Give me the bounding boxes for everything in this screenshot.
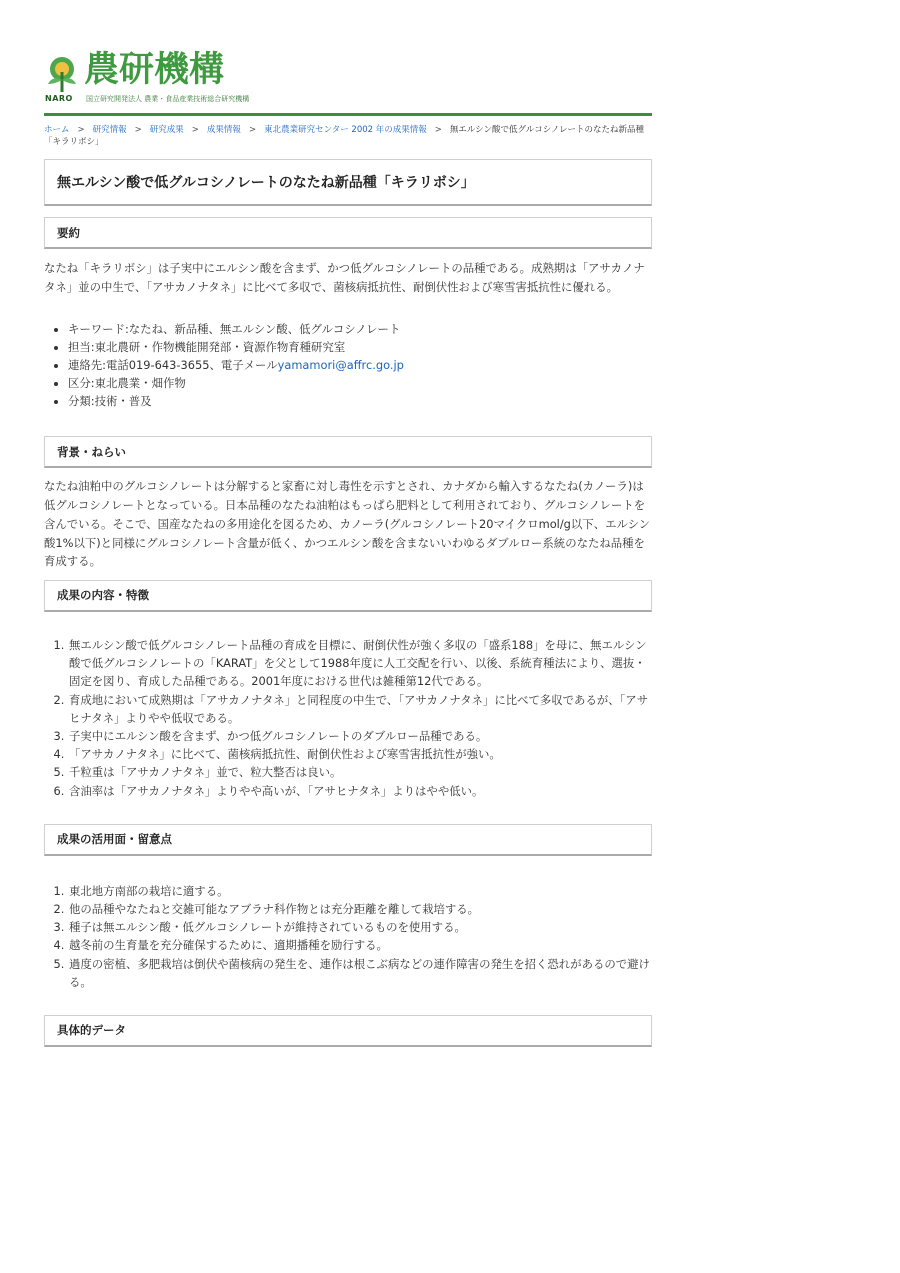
info-contact-prefix: 連絡先:電話019-643-3655、電子メール: [68, 358, 278, 373]
list-item: 6. 含油率は「アサカノナタネ」よりやや高いが、「アサヒナタネ」よりはやや低い。: [68, 782, 652, 800]
contact-email-link[interactable]: yamamori@affrc.go.jp: [277, 358, 404, 373]
site-header: [44, 0, 652, 116]
info-list: [44, 320, 652, 410]
info-classification: • 分類:技術・普及: [68, 392, 652, 410]
list-item: 2. 育成地において成熟期は「アサカノナタネ」と同程度の中生で、「アサカノナタネ」に比べて多収であるが、「アサヒナタネ」よりやや低収である。: [68, 691, 652, 727]
list-item: 5. 過度の密植、多肥栽培は倒伏や菌核病の発生を、連作は根こぶ病などの連作障害の発生を招く恐れがあるので避ける。: [68, 955, 652, 991]
section-results-heading: [44, 580, 652, 612]
breadcrumb-home[interactable]: ホーム: [44, 125, 70, 135]
section-application-heading: [44, 824, 652, 856]
list-item: 2. 他の品種やなたねと交雑可能なアブラナ科作物とは充分距離を離して栽培する。: [68, 900, 652, 918]
logo-title: 農研機構: [84, 50, 225, 90]
section-heading: 成果の活用面・留意点: [57, 832, 172, 847]
info-category: • 区分:東北農業・畑作物: [68, 374, 652, 392]
list-item: 5. 千粒重は「アサカノナタネ」並で、粒大整否は良い。: [68, 763, 652, 781]
breadcrumb-research-info[interactable]: 研究情報: [92, 125, 127, 135]
background-text: なたね油粕中のグルコシノレートは分解すると家畜に対し毒性を示すとされ、カナダから輸入するなたね(カノーラ)は低グルコシノレートとなっている。日本品種のなたね油粕はもっぱら肥料として利用されており、グルコシノレートを含んでいる。そこで、国産なたねの多用途化を図るため、カノーラ(グルコシノレート20マイクロmol/g以下、エルシン酸1%以下)と同様にグルコシノレート含量が低く、かつエルシン酸を含まないいわゆるダブルロー系統のなたね品種を育成する。: [44, 479, 651, 569]
list-item: 1. 無エルシン酸で低グルコシノレート品種の育成を目標に、耐倒伏性が強く多収の「盛系188」を母に、無エルシン酸で低グルコシノレートの「KARAT」を父として1988年度に人工交配を行い、以後、系統育種法により、選抜・固定を図り、育成した品種である。2001年度における世代は雑種第12代である。: [68, 636, 652, 691]
breadcrumb-separator: >: [191, 125, 199, 135]
list-item: 1. 東北地方南部の栽培に適する。: [68, 882, 652, 900]
breadcrumb: [44, 124, 652, 148]
breadcrumb-separator: >: [434, 125, 442, 135]
breadcrumb-results-info[interactable]: 成果情報: [206, 125, 241, 135]
page-title-box: [44, 159, 652, 206]
list-item: 4. 「アサカノナタネ」に比べて、菌核病抵抗性、耐倒伏性および寒雪害抵抗性が強い。: [68, 745, 652, 763]
breadcrumb-separator: >: [134, 125, 142, 135]
section-heading: 具体的データ: [57, 1023, 126, 1038]
info-staff: • 担当:東北農研・作物機能開発部・資源作物育種研究室: [68, 338, 652, 356]
breadcrumb-tohoku-2002[interactable]: 東北農業研究センター 2002 年の成果情報: [264, 125, 427, 135]
info-keywords: • キーワード:なたね、新品種、無エルシン酸、低グルコシノレート: [68, 320, 652, 338]
list-item: 4. 越冬前の生育量を充分確保するために、適期播種を励行する。: [68, 936, 652, 954]
page: [44, 0, 652, 1047]
page-title: 無エルシン酸で低グルコシノレートのなたね新品種「キラリボシ」: [57, 175, 475, 191]
section-heading: 要約: [57, 225, 80, 240]
section-heading: 背景・ねらい: [57, 444, 126, 459]
breadcrumb-separator: >: [77, 125, 85, 135]
section-background-heading: [44, 436, 652, 468]
list-item: 3. 子実中にエルシン酸を含まず、かつ低グルコシノレートのダブルロー品種である。: [68, 727, 652, 745]
list-item: 3. 種子は無エルシン酸・低グルコシノレートが維持されているものを使用する。: [68, 918, 652, 936]
summary-text: なたね「キラリボシ」は子実中にエルシン酸を含まず、かつ低グルコシノレートの品種である。成熟期は「アサカノナタネ」並の中生で、「アサカノナタネ」に比べて多収で、菌核病抵抗性、耐倒伏性および寒雪害抵抗性に優れる。: [44, 261, 645, 294]
logo-naro-text: NARO: [45, 94, 73, 103]
logo-subtitle: 国立研究開発法人 農業・食品産業技術総合研究機構: [86, 95, 250, 103]
results-list: [44, 636, 652, 800]
naro-logo[interactable]: [44, 50, 250, 108]
breadcrumb-current: 無エルシン酸で低グルコシノレートのなたね新品種「キラリボシ」: [44, 125, 645, 147]
breadcrumb-research-results[interactable]: 研究成果: [149, 125, 184, 135]
section-data-heading: [44, 1015, 652, 1047]
section-summary-heading: [44, 217, 652, 249]
breadcrumb-separator: >: [248, 125, 257, 135]
info-contact: [68, 356, 652, 374]
section-heading: 成果の内容・特徴: [57, 588, 149, 603]
application-list: [44, 882, 652, 991]
